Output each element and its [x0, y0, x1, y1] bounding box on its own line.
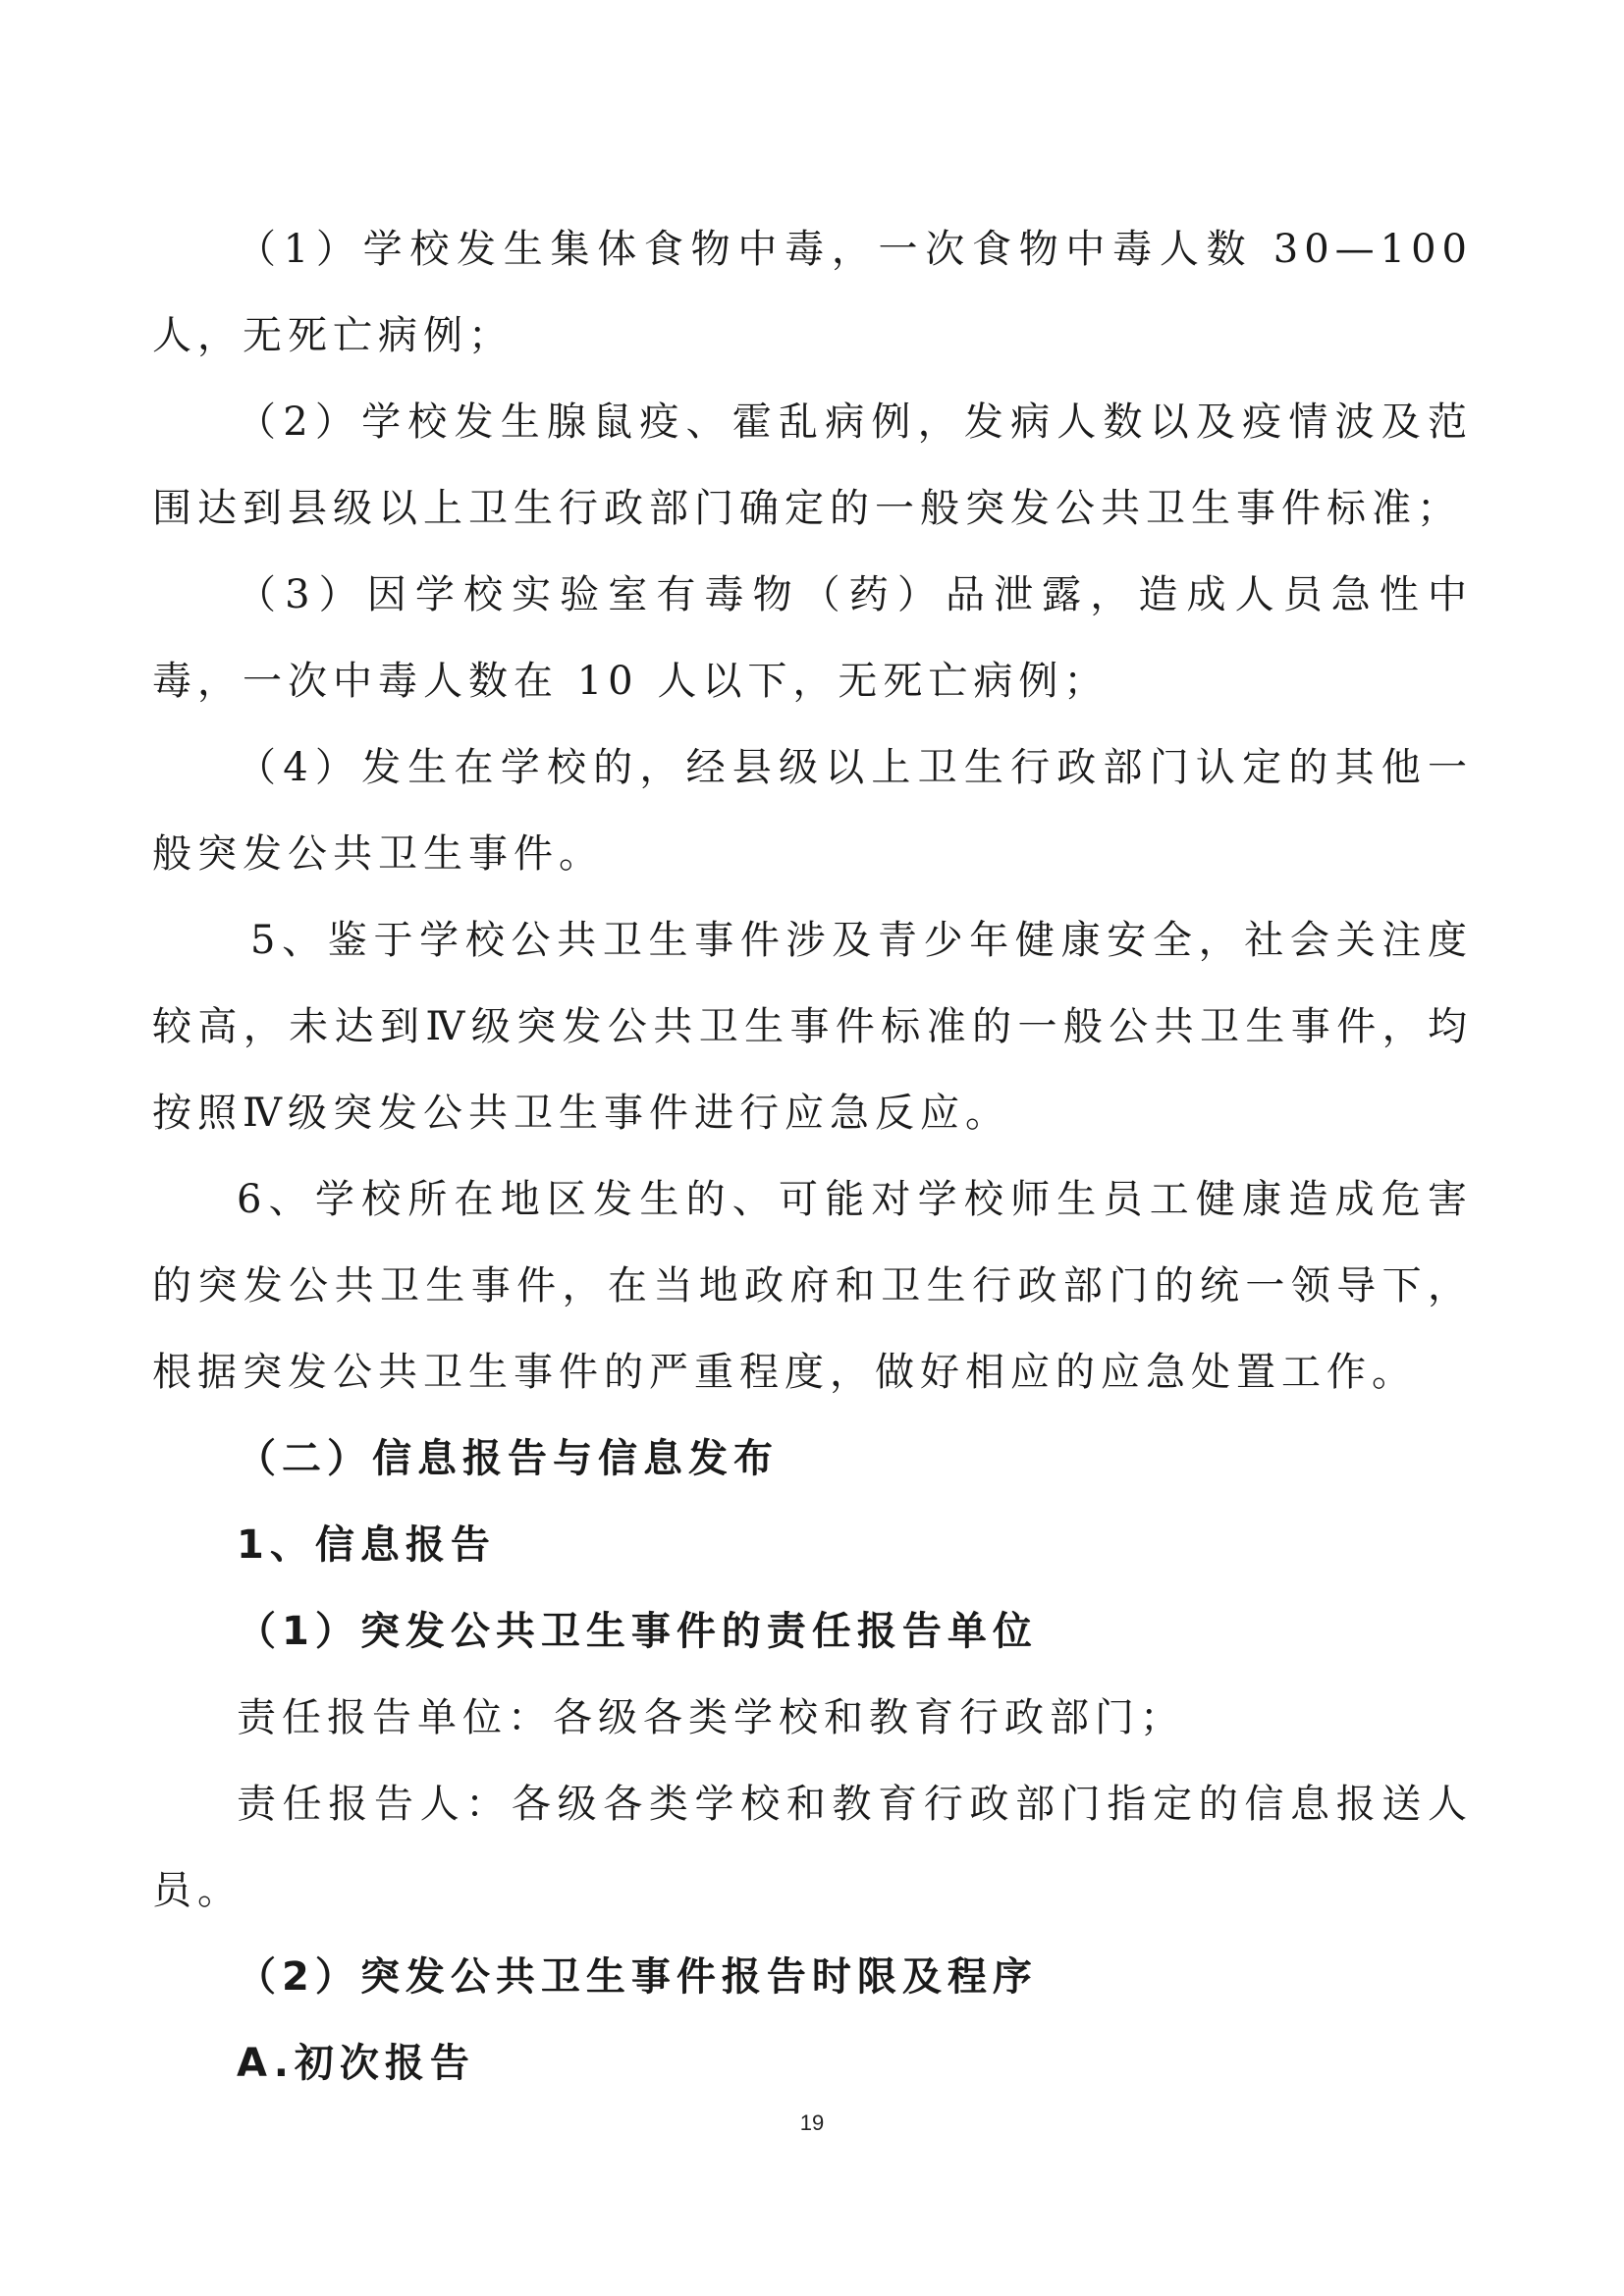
document-page — [152, 206, 1473, 2107]
responsible-person-text: 责任报告人：各级各类学校和教育行政部门指定的信息报送人员。 — [152, 1782, 1473, 1913]
paragraph-item-5: 5、鉴于学校公共卫生事件涉及青少年健康安全，社会关注度较高，未达到Ⅳ级突发公共卫生事件标准的一般公共卫生事件，均按照Ⅳ级突发公共卫生事件进行应急反应。 — [152, 918, 1473, 1136]
subsection-heading-report-deadline: （2）突发公共卫生事件报告时限及程序 — [237, 1954, 1038, 2000]
paragraph-item-3: （3）因学校实验室有毒物（药）品泄露，造成人员急性中毒，一次中毒人数在 10 人以下，无死亡病例； — [152, 572, 1473, 704]
subsection-heading-responsible-unit: （1）突发公共卫生事件的责任报告单位 — [237, 1609, 1038, 1654]
responsible-unit-text: 责任报告单位：各级各类学校和教育行政部门； — [237, 1695, 1185, 1740]
subsection-heading-initial-report: A.初次报告 — [237, 2041, 475, 2086]
paragraph-item-6: 6、学校所在地区发生的、可能对学校师生员工健康造成危害的突发公共卫生事件，在当地政府和卫生行政部门的统一领导下，根据突发公共卫生事件的严重程度，做好相应的应急处置工作。 — [152, 1177, 1473, 1395]
paragraph-item-4: （4）发生在学校的，经县级以上卫生行政部门认定的其他一般突发公共卫生事件。 — [152, 745, 1473, 877]
paragraph-item-2: （2）学校发生腺鼠疫、霍乱病例，发病人数以及疫情波及范围达到县级以上卫生行政部门确定的一般突发公共卫生事件标准； — [152, 400, 1473, 531]
section-heading-info-report-release: （二）信息报告与信息发布 — [237, 1436, 779, 1481]
page-number: 19 — [799, 2110, 825, 2135]
paragraph-item-1: （1）学校发生集体食物中毒，一次食物中毒人数 30—100 人，无死亡病例； — [152, 227, 1473, 358]
subsection-heading-info-report: 1、信息报告 — [237, 1522, 496, 1568]
